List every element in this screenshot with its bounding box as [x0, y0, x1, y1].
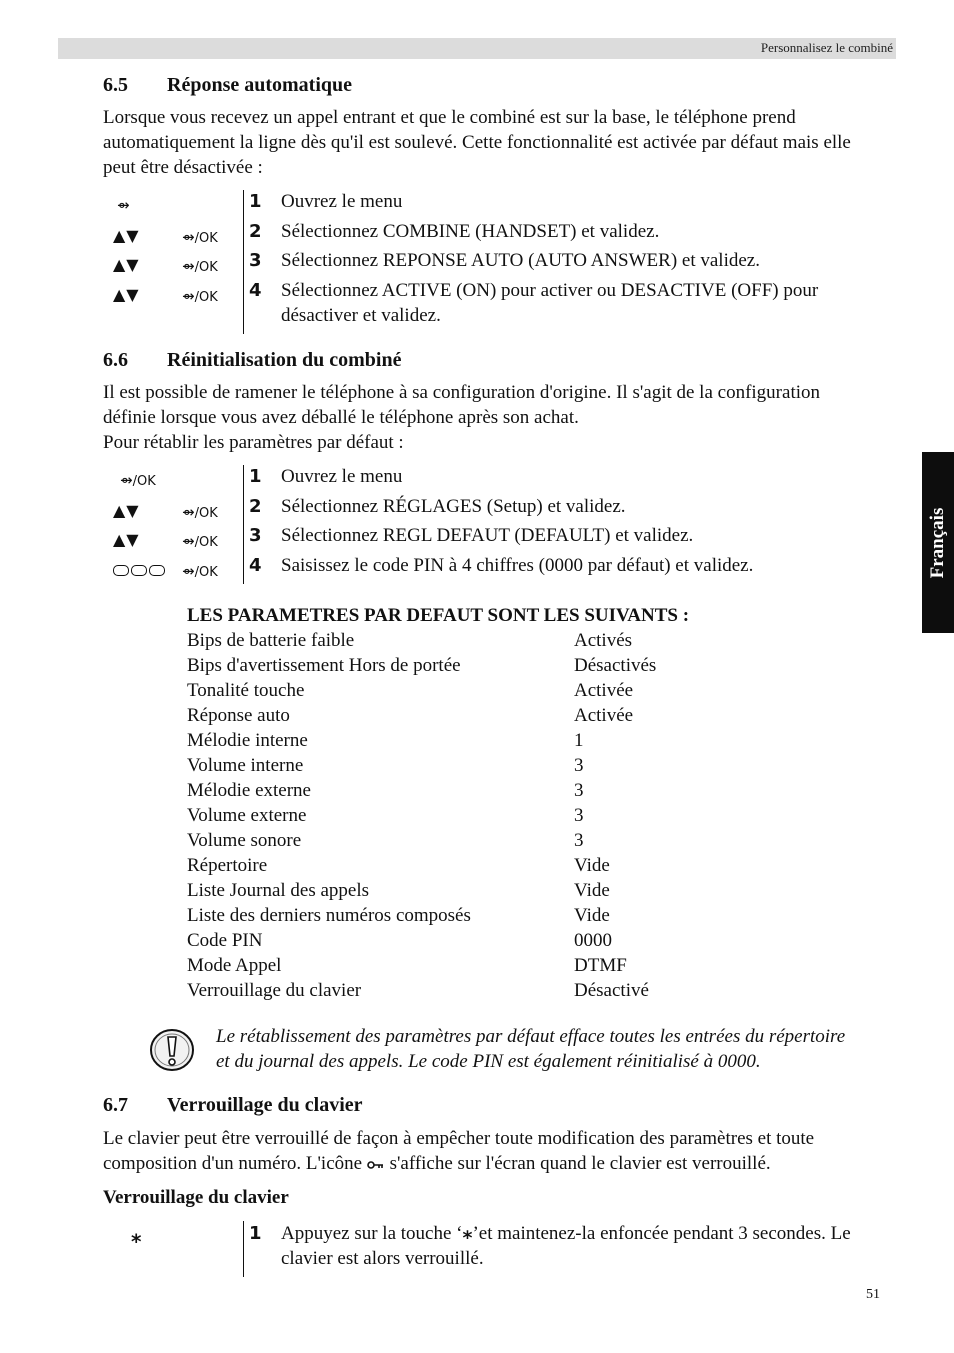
section-number: 6.6 — [103, 349, 128, 371]
setting-name: Mélodie externe — [187, 780, 311, 801]
setting-name: Répertoire — [187, 855, 268, 876]
step-text: Ouvrez le menu — [281, 466, 403, 487]
step-text: Ouvrez le menu — [281, 191, 403, 212]
table-row — [187, 930, 747, 955]
star-key-icon: ⁎ — [131, 1224, 142, 1248]
keypad-digits-icon — [113, 565, 165, 576]
setting-value: Vide — [574, 905, 610, 926]
setting-value: Vide — [574, 880, 610, 901]
setting-name: Bips de batterie faible — [187, 630, 355, 651]
setting-value: 3 — [574, 755, 584, 776]
table-row — [187, 955, 747, 980]
setting-name: Volume sonore — [187, 830, 302, 851]
setting-value: 3 — [574, 780, 584, 801]
key-lock-icon — [367, 1159, 385, 1171]
section-heading-6-5 — [103, 74, 352, 97]
intro-line: Pour rétablir les paramètres par défaut : — [103, 432, 404, 453]
step-text: Sélectionnez ACTIVE (ON) pour activer ou DESACTIVE (OFF) pour désactiver et validez. — [281, 280, 819, 326]
table-row — [187, 855, 747, 880]
running-header — [58, 38, 896, 59]
setting-value: Activée — [574, 680, 634, 701]
defaults-table-title: LES PARAMETRES PAR DEFAUT SONT LES SUIVANTS : — [187, 605, 690, 626]
running-title: Personnalisez le combiné — [760, 40, 893, 55]
step-text: Sélectionnez REGL DEFAUT (DEFAULT) et validez. — [281, 525, 694, 546]
language-tab-label: Français — [927, 507, 948, 578]
step-text: Sélectionnez REPONSE AUTO (AUTO ANSWER) et validez. — [281, 250, 760, 271]
section-title: Verrouillage du clavier — [167, 1094, 363, 1116]
setting-value: 3 — [574, 830, 584, 851]
step-text: Sélectionnez RÉGLAGES (Setup) et validez. — [281, 496, 626, 517]
up-down-arrows-icon: ▲▼ — [113, 226, 140, 245]
step-number: 2 — [249, 496, 262, 517]
page-number: 51 — [866, 1287, 880, 1302]
warning-note-icon — [149, 1028, 195, 1072]
setting-value: Désactivé — [574, 980, 649, 1001]
ok-key-icon: ⇴/OK — [182, 287, 218, 305]
step-number: 4 — [249, 555, 262, 576]
ok-key-icon: ⇴/OK — [182, 257, 218, 275]
section-heading-6-6 — [103, 349, 401, 372]
up-down-arrows-icon: ▲▼ — [113, 285, 140, 304]
note-line: et du journal des appels. Le code PIN est également réinitialisé à 0000. — [216, 1051, 761, 1072]
setting-value: Activée — [574, 705, 634, 726]
defaults-table — [187, 630, 747, 1010]
ok-key-icon: ⇴/OK — [182, 228, 218, 246]
table-row — [187, 630, 747, 655]
step-number: 1 — [249, 1223, 262, 1244]
step-number: 1 — [249, 191, 262, 212]
step-text: Sélectionnez COMBINE (HANDSET) et validez. — [281, 221, 660, 242]
setting-name: Volume interne — [187, 755, 304, 776]
step-number: 4 — [249, 280, 262, 301]
setting-value: DTMF — [574, 955, 627, 976]
up-down-arrows-icon: ▲▼ — [113, 255, 140, 274]
setting-name: Mélodie interne — [187, 730, 308, 751]
language-tab — [922, 452, 954, 633]
table-row — [187, 830, 747, 855]
table-row — [187, 905, 747, 930]
section-intro-6-5 — [103, 105, 903, 180]
star-key-icon: ⁎ — [462, 1222, 473, 1244]
table-row — [187, 705, 747, 730]
step-text: Appuyez sur la touche ‘⁎’et maintenez-la enfoncée pendant 3 secondes. Le clavier est alors verrouillé. — [281, 1222, 851, 1269]
intro-line: peut être désactivée : — [103, 157, 263, 178]
section-number: 6.5 — [103, 74, 128, 96]
step-number: 1 — [249, 466, 262, 487]
setting-name: Réponse auto — [187, 705, 290, 726]
table-row — [187, 655, 747, 680]
up-down-arrows-icon: ▲▼ — [113, 501, 140, 520]
intro-line: Le clavier peut être verrouillé de façon à empêcher toute modification des paramètres et toute — [103, 1128, 815, 1149]
setting-value: 1 — [574, 730, 584, 751]
section-heading-6-7 — [103, 1094, 363, 1117]
step-divider — [243, 1221, 244, 1277]
setting-value: 3 — [574, 805, 584, 826]
section-intro-6-6 — [103, 380, 903, 455]
ok-key-icon: ⇴/OK — [182, 562, 218, 580]
note-text — [216, 1024, 906, 1074]
setting-name: Code PIN — [187, 930, 263, 951]
section-intro-6-7 — [103, 1126, 903, 1176]
section-title: Réponse automatique — [167, 74, 353, 96]
intro-line: Il est possible de ramener le téléphone à sa configuration d'origine. Il s'agit de la configuration — [103, 382, 820, 403]
setting-name: Mode Appel — [187, 955, 282, 976]
intro-line: composition d'un numéro. L'icône s'affiche sur l'écran quand le clavier est verrouillé. — [103, 1153, 771, 1174]
table-row — [187, 980, 747, 1005]
table-row — [187, 880, 747, 905]
note-line: Le rétablissement des paramètres par défaut efface toutes les entrées du répertoire — [216, 1026, 846, 1047]
setting-name: Tonalité touche — [187, 680, 305, 701]
table-row — [187, 680, 747, 705]
setting-value: Activés — [574, 630, 633, 651]
intro-line: Lorsque vous recevez un appel entrant et que le combiné est sur la base, le téléphone prend — [103, 107, 796, 128]
section-title: Réinitialisation du combiné — [167, 349, 402, 371]
table-row — [187, 780, 747, 805]
step-number: 3 — [249, 250, 262, 271]
section-number: 6.7 — [103, 1094, 128, 1116]
table-row — [187, 730, 747, 755]
table-row — [187, 805, 747, 830]
subheading: Verrouillage du clavier — [103, 1187, 289, 1208]
ok-key-icon: ⇴/OK — [182, 532, 218, 550]
setting-value: 0000 — [574, 930, 612, 951]
intro-line: définie lorsque vous avez déballé le téléphone après son achat. — [103, 407, 579, 428]
menu-key-icon: ⇴ — [117, 196, 130, 214]
intro-line: automatiquement la ligne dès qu'il est soulevé. Cette fonctionnalité est activée par défaut mais elle — [103, 132, 851, 153]
setting-name: Volume externe — [187, 805, 307, 826]
step-divider — [243, 465, 244, 584]
setting-value: Vide — [574, 855, 610, 876]
table-row — [187, 755, 747, 780]
setting-name: Liste des derniers numéros composés — [187, 905, 471, 926]
step-number: 2 — [249, 221, 262, 242]
ok-key-icon: ⇴/OK — [182, 503, 218, 521]
step-number: 3 — [249, 525, 262, 546]
ok-key-icon: ⇴/OK — [120, 471, 156, 489]
setting-value: Désactivés — [574, 655, 657, 676]
setting-name: Verrouillage du clavier — [187, 980, 362, 1001]
setting-name: Liste Journal des appels — [187, 880, 370, 901]
setting-name: Bips d'avertissement Hors de portée — [187, 655, 461, 676]
up-down-arrows-icon: ▲▼ — [113, 530, 140, 549]
step-text: Saisissez le code PIN à 4 chiffres (0000 par défaut) et validez. — [281, 555, 754, 576]
step-divider — [243, 190, 244, 334]
